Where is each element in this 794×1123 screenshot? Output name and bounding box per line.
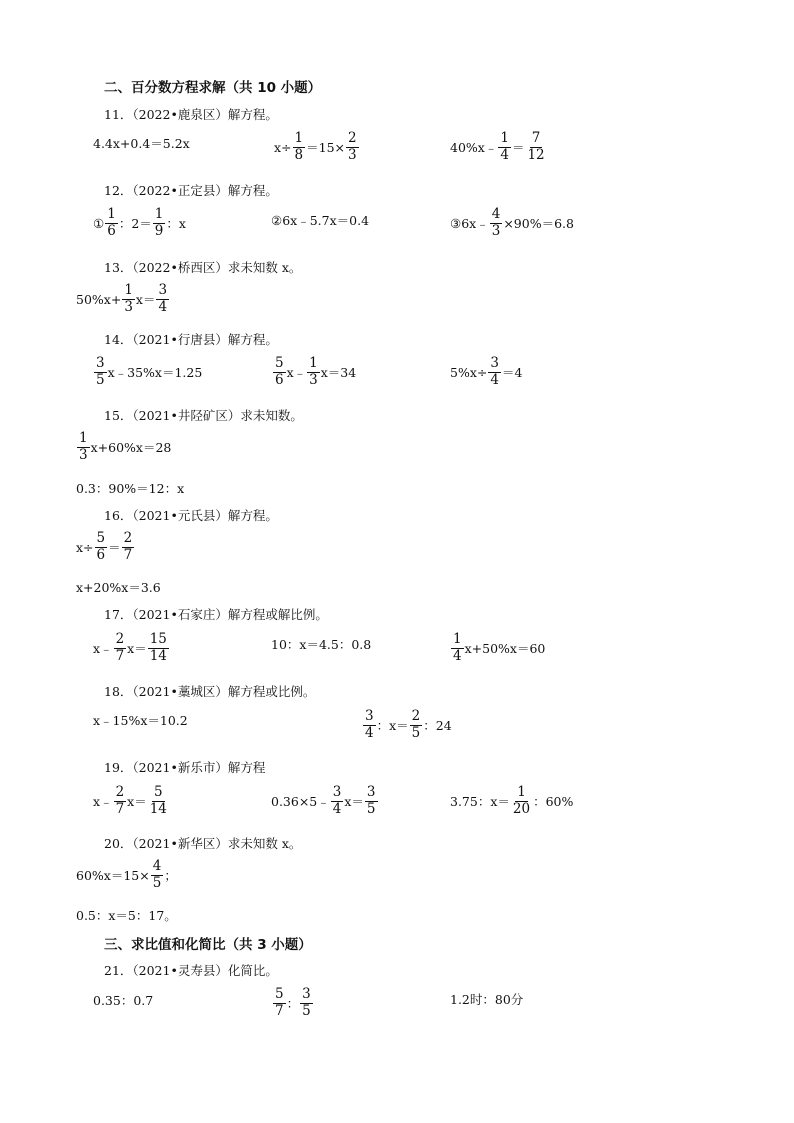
question-17-header: 17．（2021•石家庄）解方程或解比例。 — [104, 607, 328, 622]
equation-17c: $\frac{1}{4}$ x+50%x＝60 — [453, 631, 546, 664]
equation-17b: 10：x＝4.5：0.8 — [271, 637, 372, 652]
equation-12b: ②6x﹣5.7x＝0.4 — [271, 213, 370, 228]
fraction: $\frac{2}{7}$ — [115, 631, 125, 664]
equation-12a: ① $\frac{1}{6}$ ：2＝ $\frac{1}{9}$ ：x — [93, 206, 186, 239]
fraction: $\frac{2}{3}$ — [348, 130, 357, 163]
question-16-header: 16．（2021•元氏县）解方程。 — [104, 508, 278, 523]
fraction: $\frac{5}{14}$ — [149, 784, 167, 817]
equation-11a: 4.4x+0.4＝5.2x — [93, 136, 190, 151]
fraction: $\frac{4}{5}$ — [152, 858, 162, 891]
equation-18b: $\frac{3}{4}$ ：x＝ $\frac{2}{5}$ ：24 — [365, 708, 452, 741]
section-heading-ratio: 三、求比值和化简比（共 3 小题） — [104, 937, 312, 953]
fraction: $\frac{5}{6}$ — [275, 355, 284, 388]
question-15-header: 15．（2021•井陉矿区）求未知数。 — [104, 408, 303, 423]
equation-13: 50%x+ $\frac{1}{3}$ x＝ $\frac{3}{4}$ — [76, 282, 168, 315]
equation-11c: 40%x﹣ $\frac{1}{4}$ ＝ $\frac{7}{12}$ — [450, 130, 545, 163]
fraction: $\frac{2}{5}$ — [411, 708, 421, 741]
fraction: $\frac{3}{4}$ — [365, 708, 374, 741]
fraction: $\frac{2}{7}$ — [115, 784, 125, 817]
equation-16a: x÷ $\frac{5}{6}$ ＝ $\frac{2}{7}$ — [76, 530, 133, 563]
equation-14a: $\frac{3}{5}$ x﹣35%x＝1.25 — [96, 355, 203, 388]
equation-19c: 3.75：x＝ $\frac{1}{20}$ ：60% — [450, 784, 574, 817]
equation-15a: $\frac{1}{3}$ x+60%x＝28 — [79, 430, 172, 463]
fraction: $\frac{1}{4}$ — [500, 130, 509, 163]
equation-12c: ③6x﹣ $\frac{4}{3}$ ×90%＝6.8 — [450, 206, 574, 239]
fraction: $\frac{3}{4}$ — [158, 282, 168, 315]
question-18-header: 18．（2021•藁城区）解方程或比例。 — [104, 684, 316, 699]
equation-19a: x﹣ $\frac{2}{7}$ x＝ $\frac{5}{14}$ — [93, 784, 167, 817]
fraction: $\frac{1}{3}$ — [79, 430, 88, 463]
fraction: $\frac{4}{3}$ — [491, 206, 501, 239]
equation-16b: x+20%x＝3.6 — [76, 580, 161, 595]
equation-21c: 1.2时：80分 — [450, 992, 524, 1007]
question-12-header: 12．（2022•正定县）解方程。 — [104, 183, 278, 198]
question-11-header: 11．（2022•鹿泉区）解方程。 — [104, 107, 278, 122]
equation-11b: x÷ $\frac{1}{8}$ ＝15× $\frac{2}{3}$ — [274, 130, 357, 163]
fraction: $\frac{1}{3}$ — [124, 282, 133, 315]
fraction: $\frac{5}{6}$ — [96, 530, 106, 563]
fraction: $\frac{3}{5}$ — [366, 784, 376, 817]
question-20-header: 20．（2021•新华区）求未知数 x。 — [104, 836, 302, 851]
equation-21b: $\frac{5}{7}$ ： $\frac{3}{5}$ — [275, 986, 311, 1019]
fraction: $\frac{1}{20}$ — [512, 784, 531, 817]
question-21-header: 21．（2021•灵寿县）化简比。 — [104, 963, 278, 978]
equation-18a: x﹣15%x＝10.2 — [93, 713, 188, 728]
equation-20a: 60%x＝15× $\frac{4}{5}$ ； — [76, 858, 177, 891]
fraction: $\frac{3}{5}$ — [96, 355, 105, 388]
equation-14b: $\frac{5}{6}$ x﹣ $\frac{1}{3}$ x＝34 — [275, 355, 357, 388]
question-14-header: 14．（2021•行唐县）解方程。 — [104, 332, 278, 347]
fraction: $\frac{1}{6}$ — [107, 206, 116, 239]
section-heading-percent-equations: 二、百分数方程求解（共 10 小题） — [104, 80, 322, 96]
equation-20b: 0.5：x＝5：17。 — [76, 908, 177, 923]
question-19-header: 19．（2021•新乐市）解方程 — [104, 760, 266, 775]
fraction: $\frac{1}{9}$ — [154, 206, 164, 239]
fraction: $\frac{2}{7}$ — [123, 530, 133, 563]
equation-15b: 0.3：90%＝12：x — [76, 481, 185, 496]
fraction: $\frac{1}{8}$ — [294, 130, 304, 163]
fraction: $\frac{3}{4}$ — [332, 784, 342, 817]
equation-17a: x﹣ $\frac{2}{7}$ x＝ $\frac{15}{14}$ — [93, 631, 167, 664]
fraction: $\frac{15}{14}$ — [149, 631, 167, 664]
fraction: $\frac{3}{5}$ — [302, 986, 311, 1019]
question-13-header: 13．（2022•桥西区）求未知数 x。 — [104, 260, 302, 275]
fraction: $\frac{3}{4}$ — [490, 355, 499, 388]
fraction: $\frac{1}{4}$ — [453, 631, 462, 664]
fraction: $\frac{5}{7}$ — [275, 986, 284, 1019]
fraction: $\frac{1}{3}$ — [309, 355, 318, 388]
equation-21a: 0.35：0.7 — [93, 993, 154, 1008]
fraction: $\frac{7}{12}$ — [527, 130, 545, 163]
equation-19b: 0.36×5﹣ $\frac{3}{4}$ x＝ $\frac{3}{5}$ — [271, 784, 376, 817]
equation-14c: 5%x÷ $\frac{3}{4}$ ＝4 — [450, 355, 523, 388]
